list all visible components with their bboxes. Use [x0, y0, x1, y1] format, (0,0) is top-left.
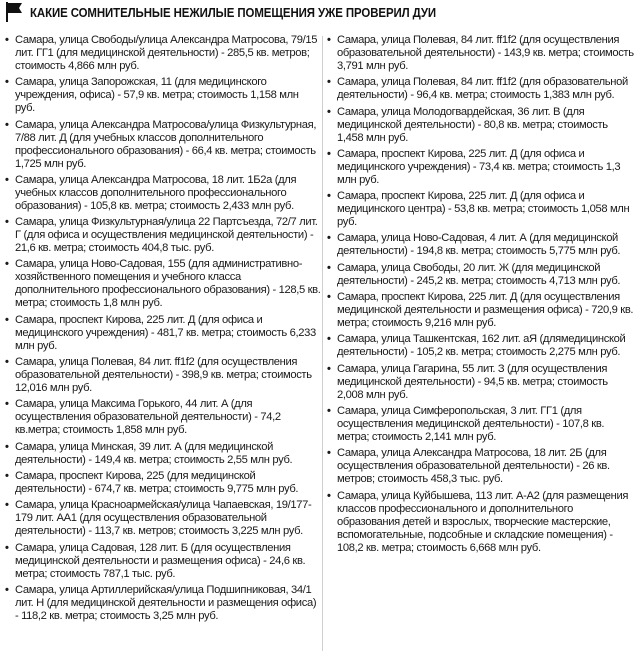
list-item-text: Самара, улица Свободы, 20 лит. Ж (для медицинской деятельности) - 245,2 кв. метра; стоимость 4,713 млн руб. [337, 261, 621, 287]
list-item-text: Самара, улица Минская, 39 лит. А (для медицинской деятельности) - 149,4 кв. метра; стоимость 2,55 млн руб. [15, 440, 293, 466]
list-item-text: Самара, улица Куйбышева, 113 лит. А-А2 (для размещения классов профессионального и дополнительного образования детей и взрослых, творческие мастерские, вспомогательные, подсобные и складские помещения) - 108,2 кв. метра; стоимость 6,668 млн руб. [337, 489, 629, 554]
right-column [327, 34, 636, 558]
list-item [327, 34, 636, 73]
list-item [327, 76, 636, 102]
list-item-text: Самара, улица Гагарина, 55 лит. З (для осуществления медицинской деятельности) - 94,5 кв. метра; стоимость 2,008 млн руб. [337, 362, 608, 401]
list-item-text: Самара, улица Ташкентская, 162 лит. аЯ (длямедицинской деятельности) - 105,2 кв. метра; стоимость 2,275 млн руб. [337, 333, 626, 359]
bullet-icon: • [5, 583, 9, 596]
bullet-icon: • [327, 333, 331, 346]
bullet-icon: • [5, 469, 9, 482]
bullet-icon: • [327, 76, 331, 89]
list-item-text: Самара, улица Александра Матросова, 18 лит. 2Б (для осуществления образовательной деятельности) - 26 кв. метров; стоимость 458,3 тыс. руб. [337, 447, 610, 486]
bullet-icon: • [327, 362, 331, 375]
page-title: КАКИЕ СОМНИТЕЛЬНЫЕ НЕЖИЛЫЕ ПОМЕЩЕНИЯ УЖЕ ПРОВЕРИЛ ДУИ [30, 4, 437, 20]
list-item-text: Самара, проспект Кирова, 225 лит. Д (для офиса и медицинского центра) - 53,8 кв. метра; стоимость 1,058 млн руб. [337, 190, 630, 229]
list-item [327, 262, 636, 288]
bullet-icon: • [327, 447, 331, 460]
list-item [5, 441, 321, 467]
list-item-text: Самара, улица Садовая, 128 лит. Б (для осуществления медицинской деятельности и размещения офиса) - 24,6 кв. метра; стоимость 787,1 тыс. руб. [15, 541, 306, 580]
list-item [5, 584, 321, 623]
list-item [327, 405, 636, 444]
list-item [327, 363, 636, 402]
list-item [5, 356, 321, 395]
bullet-icon: • [327, 232, 331, 245]
bullet-icon: • [5, 541, 9, 554]
list-item-text: Самара, улица Полевая, 84 лит. ff1f2 (для осуществления образовательной деятельности) - 143,9 кв. метра; стоимость 3,791 млн руб. [337, 34, 634, 72]
bullet-icon: • [5, 76, 9, 89]
bullet-icon: • [327, 489, 331, 502]
list-item [327, 148, 636, 187]
list-item [327, 190, 636, 229]
list-item [327, 490, 636, 555]
list-item-text: Самара, улица Александра Матросова, 18 лит. 1Б2а (для учебных классов дополнительного профессионального образования) - 105,8 кв. метра; стоимость 2,433 млн руб. [15, 173, 297, 212]
list-item [5, 398, 321, 437]
list-item-text: Самара, улица Полевая, 84 лит. ff1f2 (для осуществления образовательной деятельности) - 398,9 кв. метра; стоимость 12,016 млн руб. [15, 356, 312, 395]
header [0, 0, 639, 24]
list-item [5, 258, 321, 310]
list-item-text: Самара, улица Полевая, 84 лит. ff1f2 (для образовательной деятельности) - 96,4 кв. метра; стоимость 1,383 млн руб. [337, 76, 628, 102]
bullet-icon: • [5, 356, 9, 369]
bullet-icon: • [327, 404, 331, 417]
flag-icon [4, 1, 24, 23]
bullet-icon: • [5, 258, 9, 271]
list-item [5, 499, 321, 538]
bullet-icon: • [327, 291, 331, 304]
list-item-text: Самара, улица Ново-Садовая, 155 (для административно-хозяйственного помещения и учебного класса дополнительного профессионального образования) - 128,5 кв. метра; стоимость 1,8 млн руб. [15, 258, 321, 310]
list-item [327, 291, 636, 330]
bullet-icon: • [5, 34, 9, 46]
list-item-text: Самара, улица Ново-Садовая, 4 лит. А (для медицинской деятельности) - 194,8 кв. метра; стоимость 5,775 млн руб. [337, 232, 621, 258]
list-item-text: Самара, улица Максима Горького, 44 лит. А (для осуществления образовательной деятельности) - 74,2 кв.метра; стоимость 1,858 млн руб. [15, 398, 281, 437]
list-item [5, 470, 321, 496]
list-item-text: Самара, проспект Кирова, 225 лит. Д (для осуществления медицинской деятельности и размещения офиса) - 720,9 кв. метра; стоимость 9,216 млн руб. [337, 291, 634, 330]
bullet-icon: • [5, 440, 9, 453]
list-item-text: Самара, улица Артиллерийская/улица Подшипниковая, 34/1 лит. Н (для медицинской деятельности и размещения офиса) - 118,2 кв. метра; стоимость 3,25 млн руб. [15, 583, 317, 622]
left-column [5, 34, 321, 626]
bullet-icon: • [327, 147, 331, 160]
bullet-icon: • [327, 261, 331, 274]
list-item-text: Самара, проспект Кирова, 225 (для медицинской деятельности) - 674,7 кв. метра; стоимость 9,775 млн руб. [15, 469, 299, 495]
bullet-icon: • [5, 173, 9, 186]
bullet-icon: • [5, 313, 9, 326]
list-item [5, 314, 321, 353]
list-item [5, 34, 321, 73]
bullet-icon: • [327, 34, 331, 46]
list-item-text: Самара, улица Молодогвардейская, 36 лит. В (для медицинской деятельности) - 80,8 кв. метра; стоимость 1,458 млн руб. [337, 105, 608, 144]
list-item [5, 76, 321, 115]
list-item-text: Самара, улица Красноармейская/улица Чапаевская, 19/177-179 лит. АА1 (для осуществления образовательной деятельности) - 113,7 кв. метров; стоимость 3,225 млн руб. [15, 499, 312, 538]
list-item-text: Самара, улица Александра Матросова/улица Физкультурная, 7/88 лит. Д (для учебных классов дополнительного профессионального образования) - 66,4 кв. метра; стоимость 1,725 млн руб. [15, 118, 317, 170]
bullet-icon: • [5, 499, 9, 512]
list-item [5, 119, 321, 171]
list-item [5, 542, 321, 581]
bullet-icon: • [327, 105, 331, 118]
list-item-text: Самара, улица Физкультурная/улица 22 Партсъезда, 72/7 лит. Г (для офиса и осуществления медицинской деятельности) - 21,6 кв. метра; стоимость 404,8 тыс. руб. [15, 216, 318, 255]
list-item [5, 216, 321, 255]
list-item-text: Самара, улица Свободы/улица Александра Матросова, 79/15 лит. ГГ1 (для медицинской деятельности) - 285,5 кв. метров; стоимость 4,866 млн руб. [15, 34, 318, 72]
bullet-icon: • [5, 216, 9, 229]
list-item [5, 174, 321, 213]
bullet-icon: • [5, 118, 9, 131]
column-divider [322, 36, 323, 651]
list-item [327, 106, 636, 145]
list-item [327, 333, 636, 359]
list-item-text: Самара, улица Запорожская, 11 (для медицинского учреждения, офиса) - 57,9 кв. метра; стоимость 1,158 млн руб. [15, 76, 299, 115]
bullet-icon: • [327, 190, 331, 203]
list-item [327, 232, 636, 258]
bullet-icon: • [5, 398, 9, 411]
list-item-text: Самара, улица Симферопольская, 3 лит. ГГ1 (для осуществления медицинской деятельности) - 107,8 кв. метра; стоимость 2,141 млн руб. [337, 404, 605, 443]
list-item [327, 447, 636, 486]
list-item-text: Самара, проспект Кирова, 225 лит. Д (для офиса и медицинского учреждения) - 73,4 кв. метра; стоимость 1,3 млн руб. [337, 147, 621, 186]
list-item-text: Самара, проспект Кирова, 225 лит. Д (для офиса и медицинского учреждения) - 481,7 кв. метра; стоимость 6,233 млн руб. [15, 313, 316, 352]
